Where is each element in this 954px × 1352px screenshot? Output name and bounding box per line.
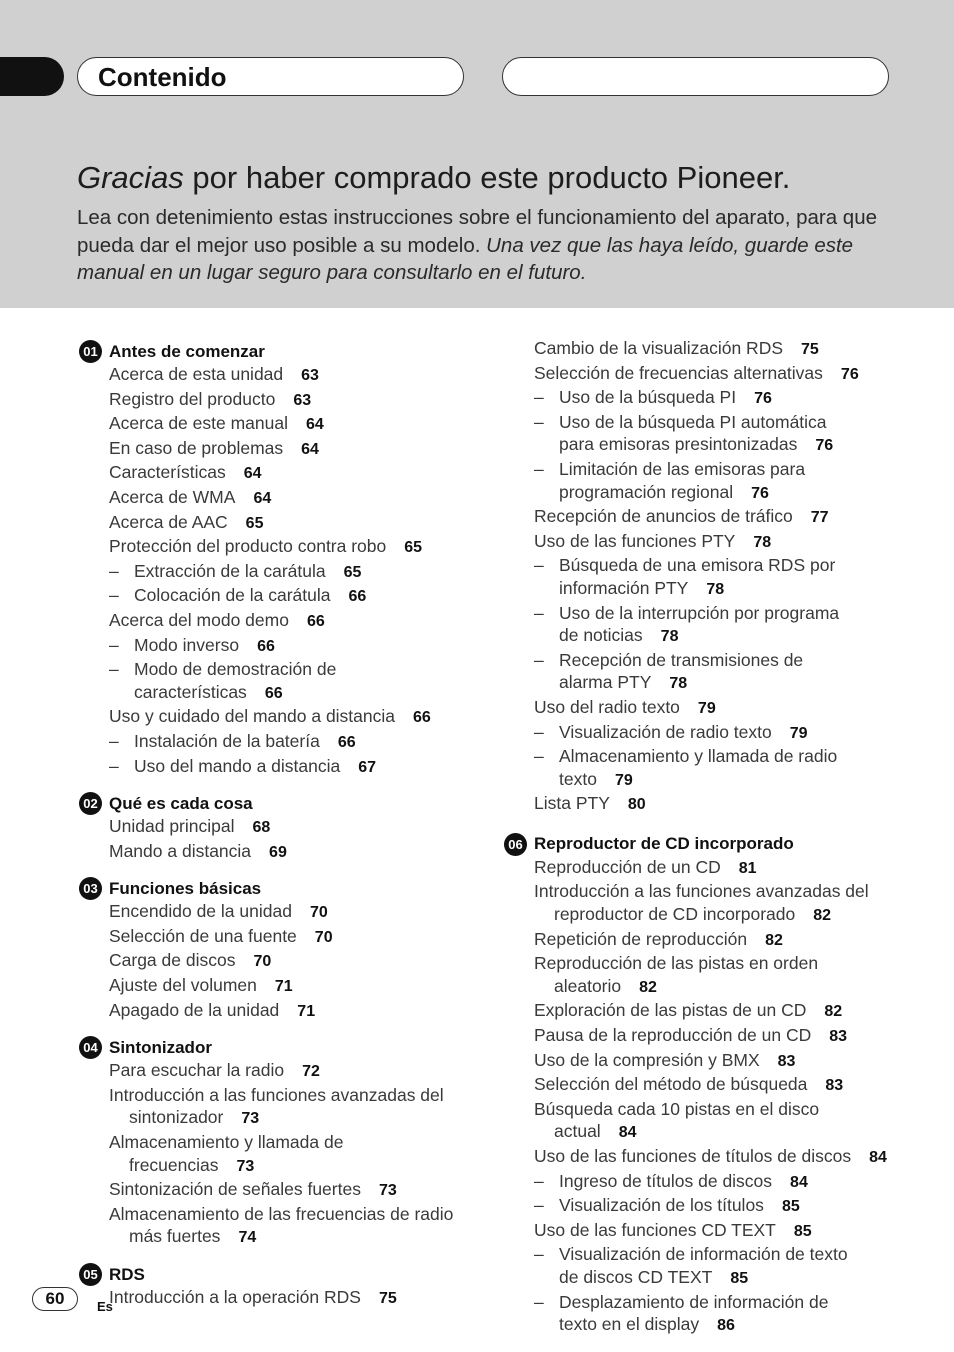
- toc-subentry[interactable]: [504, 554, 934, 601]
- toc-page-number: 86: [717, 1317, 735, 1335]
- toc-entry-text: Sintonización de señales fuertes: [109, 1179, 361, 1200]
- toc-entry-text-cont: [559, 768, 934, 793]
- toc-entry-text: Selección de frecuencias alternativas: [534, 362, 823, 383]
- toc-section: [79, 340, 479, 779]
- toc-entry-text: Unidad principal: [109, 816, 235, 837]
- toc-entry-text-cont: [109, 1106, 479, 1131]
- toc-page-number: 74: [238, 1229, 257, 1247]
- toc-page-number: 84: [618, 1124, 637, 1142]
- toc-subentry[interactable]: [504, 745, 934, 792]
- toc-section-header[interactable]: [79, 877, 479, 900]
- toc-entry-text: Encendido de la unidad: [109, 901, 292, 922]
- language-code: Es: [97, 1299, 113, 1314]
- toc-entry-text: Lista PTY: [534, 793, 610, 814]
- toc-entry-text-cont: [559, 624, 934, 649]
- toc-entry-text: Limitación de las emisoras para: [559, 458, 806, 479]
- toc-page-number: 85: [793, 1222, 812, 1240]
- toc-entry-text: Almacenamiento de las frecuencias de radio: [109, 1203, 454, 1224]
- toc-subentry[interactable]: [79, 634, 479, 659]
- toc-entry-text-cont: [559, 671, 934, 696]
- toc-subentry[interactable]: [504, 602, 934, 649]
- toc-entry-text: Modo de demostración de: [134, 659, 337, 680]
- toc-page-number: 69: [269, 843, 287, 861]
- toc-page-number: 82: [765, 931, 783, 949]
- toc-entry-text: Pausa de la reproducción de un CD: [534, 1025, 812, 1046]
- toc-page-number: 76: [751, 484, 769, 502]
- toc-page-number: 66: [264, 684, 283, 702]
- toc-entry[interactable]: [79, 1178, 479, 1203]
- toc-entry[interactable]: [79, 949, 479, 974]
- section-tab-marker: [0, 57, 64, 96]
- toc-section-title: Reproductor de CD incorporado: [534, 834, 794, 854]
- toc-entry-text-cont: [559, 481, 934, 506]
- toc-entry-text: Uso de la búsqueda PI automática: [559, 411, 827, 432]
- toc-section-title: Antes de comenzar: [109, 341, 265, 361]
- section-number-badge: 06: [504, 833, 527, 856]
- toc-page-number: 78: [706, 580, 725, 598]
- toc-page-number: 78: [660, 628, 679, 646]
- toc-page-number: 65: [404, 539, 423, 557]
- intro-heading-rest: por haber comprado este producto Pioneer.: [183, 160, 791, 195]
- toc-entry-text: Recepción de anuncios de tráfico: [534, 506, 793, 527]
- toc-entry-text2: programación regional: [559, 481, 734, 502]
- toc-page-number: 75: [801, 341, 819, 358]
- toc-subentry[interactable]: [504, 411, 934, 458]
- toc-entry[interactable]: [79, 705, 479, 730]
- toc-entry-text: Reproducción de un CD: [534, 856, 721, 877]
- toc-right-column: [504, 337, 934, 1351]
- toc-entry-text2: sintonizador: [129, 1107, 224, 1128]
- toc-entry[interactable]: [79, 999, 479, 1024]
- toc-entry-text2: alarma PTY: [559, 672, 652, 693]
- toc-entry-text-cont: [559, 1313, 934, 1338]
- toc-page-number: 79: [697, 699, 716, 717]
- toc-entry-text: Visualización de radio texto: [559, 721, 772, 742]
- toc-entry-text: Recepción de transmisiones de: [559, 649, 804, 670]
- toc-entry-text: Visualización de los títulos: [559, 1195, 764, 1216]
- toc-entry-text: Acerca de este manual: [109, 413, 288, 434]
- toc-page-number: 65: [245, 514, 264, 532]
- toc-entry-text2: texto en el display: [559, 1314, 700, 1335]
- page-number: [32, 1287, 78, 1311]
- toc-page-number: 71: [274, 978, 293, 996]
- toc-entry[interactable]: [504, 1073, 934, 1098]
- toc-entry-text: Almacenamiento y llamada de: [109, 1132, 344, 1153]
- toc-entry-text: Instalación de la batería: [134, 730, 320, 751]
- toc-entry[interactable]: [504, 505, 934, 530]
- toc-page-number: 76: [754, 390, 772, 408]
- toc-page-number: 82: [824, 1003, 843, 1021]
- toc-page-number: 76: [815, 437, 834, 455]
- toc-entry[interactable]: [79, 388, 479, 413]
- toc-section: [79, 877, 479, 1023]
- toc-page-number: 85: [730, 1269, 749, 1287]
- toc-page-number: 63: [301, 367, 319, 384]
- toc-entry[interactable]: [504, 696, 934, 721]
- page-number-text: 60: [45, 1289, 65, 1308]
- toc-section-header[interactable]: [79, 340, 479, 363]
- toc-subentry[interactable]: [504, 386, 934, 411]
- toc-entry-text: Uso y cuidado del mando a distancia: [109, 706, 396, 727]
- toc-entry-text-cont: [534, 975, 934, 1000]
- toc-entry-text2: actual: [554, 1121, 601, 1142]
- toc-entry-text-cont: [559, 433, 934, 458]
- toc-entry-text: Uso de las funciones PTY: [534, 530, 736, 551]
- toc-entry-text: Acerca de AAC: [109, 511, 228, 532]
- toc-entry-text: Uso del radio texto: [534, 696, 680, 717]
- toc-subentry[interactable]: [504, 1170, 934, 1195]
- toc-entry[interactable]: [79, 974, 479, 999]
- toc-entry-text-cont: [534, 903, 934, 928]
- toc-entry-text: Búsqueda cada 10 pistas en el disco: [534, 1098, 820, 1119]
- toc-section-header[interactable]: [79, 1263, 479, 1286]
- toc-page-number: 76: [840, 365, 859, 383]
- toc-page-number: 66: [348, 588, 367, 606]
- toc-subentry[interactable]: [79, 730, 479, 755]
- toc-page-number: 81: [738, 859, 757, 877]
- toc-entry-text: Visualización de información de texto: [559, 1244, 848, 1265]
- toc-entry-text-cont: [559, 577, 934, 602]
- toc-page-number: 66: [306, 612, 325, 630]
- toc-entry-text: Búsqueda de una emisora RDS por: [559, 555, 836, 576]
- toc-section-continued: [504, 337, 934, 817]
- toc-entry[interactable]: [504, 856, 934, 881]
- toc-subentry[interactable]: [504, 721, 934, 746]
- toc-page-number: 73: [378, 1182, 397, 1200]
- toc-section: [79, 1263, 479, 1311]
- toc-page-number: 70: [309, 904, 328, 922]
- toc-entry-text-cont: [559, 1266, 934, 1291]
- toc-entry[interactable]: [504, 1145, 934, 1170]
- toc-page-number: 66: [337, 733, 356, 751]
- toc-page-number: 80: [627, 796, 646, 814]
- toc-page-number: 84: [869, 1149, 887, 1166]
- page-title: Contenido: [98, 62, 227, 92]
- toc-page-number: 83: [777, 1052, 796, 1070]
- toc-page-number: 82: [813, 907, 832, 925]
- toc-entry[interactable]: [504, 928, 934, 953]
- toc-entry-text: Ajuste del volumen: [109, 975, 257, 996]
- section-number-badge: 02: [79, 792, 102, 815]
- toc-entry-text-cont: [109, 1225, 479, 1250]
- toc-entry[interactable]: [79, 925, 479, 950]
- toc-page-number: 78: [753, 533, 772, 551]
- toc-entry-text: Uso del mando a distancia: [134, 755, 341, 776]
- toc-section-title: Sintonizador: [109, 1037, 212, 1057]
- toc-entry-text: Apagado de la unidad: [109, 999, 280, 1020]
- toc-subentry[interactable]: [79, 584, 479, 609]
- toc-entry-text: Características: [109, 462, 226, 483]
- toc-entry[interactable]: [79, 900, 479, 925]
- toc-page-number: 70: [314, 928, 333, 946]
- toc-section-title: Qué es cada cosa: [109, 793, 253, 813]
- toc-entry-text: Colocación de la carátula: [134, 585, 331, 606]
- toc-entry[interactable]: [504, 530, 934, 555]
- toc-entry-text: Acerca del modo demo: [109, 609, 289, 630]
- toc-entry-text: Acerca de esta unidad: [109, 364, 284, 384]
- toc-page-number: 83: [825, 1077, 844, 1095]
- blank-pill: [502, 57, 889, 96]
- toc-page-number: 84: [790, 1173, 808, 1191]
- toc-page-number: 65: [343, 563, 362, 581]
- toc-entry-text: Exploración de las pistas de un CD: [534, 1000, 807, 1021]
- section-number-badge: 05: [79, 1263, 102, 1286]
- toc-entry[interactable]: [79, 486, 479, 511]
- toc-entry-text2: para emisoras presintonizadas: [559, 434, 798, 455]
- toc-entry-text: Acerca de WMA: [109, 486, 236, 507]
- toc-entry-text: Reproducción de las pistas en orden: [534, 953, 819, 974]
- toc-entry-text: Protección del producto contra robo: [109, 536, 387, 557]
- toc-page-number: 85: [781, 1198, 800, 1216]
- toc-subentry[interactable]: [79, 755, 479, 780]
- toc-entry[interactable]: [79, 363, 479, 388]
- toc-page-number: 71: [297, 1002, 316, 1020]
- toc-section-header[interactable]: [79, 1036, 479, 1059]
- toc-entry[interactable]: [79, 412, 479, 437]
- intro-plain: Lea con detenimiento estas instrucciones sobre el funcionamiento del aparato, para que pueda dar el mejor uso posible a su modelo.: [77, 206, 878, 257]
- toc-entry[interactable]: [79, 437, 479, 462]
- toc-page-number: 73: [241, 1110, 260, 1128]
- toc-entry[interactable]: [504, 362, 934, 387]
- toc-section-title: Funciones básicas: [109, 878, 262, 898]
- toc-subentry[interactable]: [79, 560, 479, 585]
- toc-page-number: 64: [301, 440, 319, 458]
- title-pill: [77, 57, 464, 96]
- toc-page-number: 66: [257, 637, 275, 655]
- toc-page-number: 83: [829, 1028, 848, 1046]
- toc-entry[interactable]: [79, 609, 479, 634]
- toc-entry-text: Introducción a las funciones avanzadas del: [109, 1084, 444, 1105]
- toc-subentry[interactable]: [79, 658, 479, 705]
- toc-entry-text2: de discos CD TEXT: [559, 1266, 713, 1287]
- toc-entry-text: Selección del método de búsqueda: [534, 1074, 808, 1095]
- toc-page-number: 77: [810, 509, 829, 527]
- toc-entry[interactable]: [504, 792, 934, 817]
- toc-entry[interactable]: [79, 1286, 479, 1311]
- toc-entry-text: Uso de las funciones CD TEXT: [534, 1219, 776, 1240]
- toc-subentry[interactable]: [504, 1291, 934, 1338]
- toc-page-number: 70: [253, 953, 272, 971]
- toc-page-number: 67: [358, 758, 377, 776]
- toc-entry[interactable]: [504, 1024, 934, 1049]
- toc-entry[interactable]: [504, 880, 934, 927]
- toc-page-number: 64: [253, 489, 272, 507]
- toc-section-header[interactable]: [504, 833, 934, 856]
- intro-paragraph: [77, 204, 897, 287]
- toc-page-number: 75: [378, 1290, 397, 1307]
- toc-page-number: 64: [243, 465, 262, 483]
- toc-entry[interactable]: [79, 535, 479, 560]
- toc-entry[interactable]: [504, 952, 934, 999]
- toc-entry[interactable]: [79, 1203, 479, 1250]
- toc-section: [504, 833, 934, 1338]
- toc-page-number: 78: [669, 675, 688, 693]
- toc-page-number: 68: [252, 819, 271, 837]
- toc-entry-text-cont: [109, 1154, 479, 1179]
- toc-entry-text: Repetición de reproducción: [534, 928, 748, 949]
- toc-entry-text2: frecuencias: [129, 1154, 219, 1175]
- toc-entry-text2: más fuertes: [129, 1226, 221, 1247]
- toc-entry-text: Carga de discos: [109, 950, 236, 971]
- toc-entry-text: En caso de problemas: [109, 437, 284, 458]
- toc-section-header[interactable]: [79, 792, 479, 815]
- toc-page-number: 79: [789, 724, 808, 742]
- toc-entry[interactable]: [79, 815, 479, 840]
- toc-section: [79, 792, 479, 864]
- toc-entry[interactable]: [504, 1098, 934, 1145]
- toc-entry[interactable]: [504, 999, 934, 1024]
- toc-page-number: 82: [639, 978, 657, 996]
- intro-heading: [77, 160, 790, 196]
- toc-entry-text: Registro del producto: [109, 388, 276, 409]
- section-number-badge: 03: [79, 877, 102, 900]
- toc-page-number: 72: [302, 1063, 320, 1081]
- toc-entry-text: Uso de la interrupción por programa: [559, 602, 840, 623]
- toc-left-column: [79, 340, 479, 1324]
- section-number-badge: 01: [79, 340, 102, 363]
- toc-entry-text: Extracción de la carátula: [134, 560, 326, 581]
- toc-entry-text2: texto: [559, 768, 597, 789]
- toc-entry-text2: de noticias: [559, 625, 643, 646]
- toc-entry-text: Para escuchar la radio: [109, 1060, 285, 1081]
- toc-entry-text-cont: [134, 681, 479, 706]
- toc-entry-text: Cambio de la visualización RDS: [534, 338, 783, 358]
- toc-entry-text: Introducción a la operación RDS: [109, 1287, 361, 1307]
- toc-page-number: 79: [614, 771, 633, 789]
- section-number-badge: 04: [79, 1036, 102, 1059]
- toc-entry[interactable]: [504, 1219, 934, 1244]
- toc-entry-text: Modo inverso: [134, 634, 240, 655]
- toc-subentry[interactable]: [504, 1194, 934, 1219]
- intro-italic: Una vez que las haya leído, guarde este manual en un lugar seguro para consultarlo en el futuro.: [77, 233, 854, 284]
- toc-entry-text: Selección de una fuente: [109, 925, 297, 946]
- toc-entry[interactable]: [79, 1131, 479, 1178]
- toc-entry-text-cont: [534, 1120, 934, 1145]
- toc-entry-text2: reproductor de CD incorporado: [554, 904, 796, 925]
- toc-section: [79, 1036, 479, 1250]
- toc-page-number: 73: [236, 1157, 255, 1175]
- toc-entry-text: Almacenamiento y llamada de radio: [559, 746, 838, 767]
- toc-entry[interactable]: [79, 461, 479, 486]
- toc-subentry[interactable]: [504, 458, 934, 505]
- toc-entry[interactable]: [79, 840, 479, 865]
- toc-entry[interactable]: [504, 337, 934, 362]
- toc-subentry[interactable]: [504, 649, 934, 696]
- toc-section-title: RDS: [109, 1264, 145, 1284]
- toc-page-number: 64: [306, 416, 324, 434]
- toc-page-number: 63: [293, 391, 312, 409]
- toc-entry-text: Mando a distancia: [109, 840, 252, 861]
- toc-entry[interactable]: [79, 1059, 479, 1084]
- toc-entry-text: Desplazamiento de información de: [559, 1291, 829, 1312]
- toc-entry[interactable]: [79, 1084, 479, 1131]
- toc-entry-text2: información PTY: [559, 577, 689, 598]
- toc-entry-text: Uso de la búsqueda PI: [559, 387, 737, 408]
- toc-entry-text: Introducción a las funciones avanzadas del: [534, 881, 869, 902]
- toc-entry[interactable]: [79, 511, 479, 536]
- toc-entry-text: Uso de las funciones de títulos de discos: [534, 1146, 852, 1166]
- toc-entry-text2: aleatorio: [554, 975, 622, 996]
- toc-subentry[interactable]: [504, 1243, 934, 1290]
- toc-entry-text: Uso de la compresión y BMX: [534, 1049, 760, 1070]
- toc-entry-text2: características: [134, 681, 247, 702]
- intro-heading-em: Gracias: [77, 160, 184, 195]
- toc-entry-text: Ingreso de títulos de discos: [559, 1170, 773, 1191]
- toc-page-number: 66: [413, 709, 431, 727]
- toc-entry[interactable]: [504, 1049, 934, 1074]
